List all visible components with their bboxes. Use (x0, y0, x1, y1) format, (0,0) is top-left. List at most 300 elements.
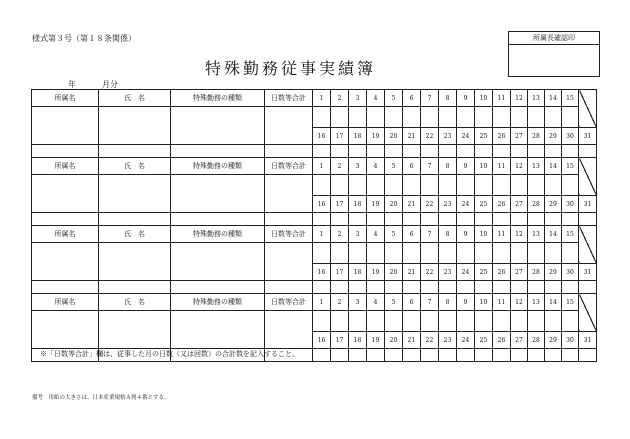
day-entry-cell[interactable] (385, 281, 403, 294)
name-header: 氏 名 (99, 226, 171, 243)
day-label: 31 (579, 128, 597, 145)
name-cell[interactable] (99, 243, 171, 281)
day-entry-cell[interactable] (457, 243, 475, 264)
day-entry-cell[interactable] (99, 281, 171, 294)
day-label: 2 (331, 294, 349, 311)
day-label: 16 (313, 264, 331, 281)
day-entry-cell[interactable] (579, 349, 597, 362)
day-entry-cell[interactable] (511, 145, 528, 158)
days-total-header: 日数等合計 (265, 90, 313, 107)
day-entry-cell[interactable] (403, 243, 421, 264)
day-label: 31 (579, 332, 597, 349)
day-label: 8 (439, 90, 457, 107)
day-entry-cell[interactable] (493, 349, 511, 362)
day-entry-cell[interactable] (313, 175, 331, 196)
day-entry-cell[interactable] (367, 243, 385, 264)
day-label: 19 (367, 332, 385, 349)
entry-row (32, 243, 597, 264)
day-label: 29 (545, 196, 562, 213)
entry-row (32, 213, 597, 226)
day-entry-cell[interactable] (421, 145, 439, 158)
day-entry-cell[interactable] (457, 281, 475, 294)
day-entry-cell[interactable] (331, 243, 349, 264)
day-label: 12 (511, 90, 528, 107)
day-label: 25 (475, 128, 493, 145)
day-entry-cell[interactable] (439, 281, 457, 294)
day-entry-cell[interactable] (528, 175, 545, 196)
day-entry-cell[interactable] (349, 349, 367, 362)
day-entry-cell[interactable] (528, 213, 545, 226)
days-total-header: 日数等合計 (265, 158, 313, 175)
day-label: 24 (457, 128, 475, 145)
day-entry-cell[interactable] (439, 145, 457, 158)
day-label: 9 (457, 294, 475, 311)
day-label: 11 (493, 158, 511, 175)
day-entry-cell[interactable] (545, 349, 562, 362)
name-header: 氏 名 (99, 90, 171, 107)
day-label: 1 (313, 90, 331, 107)
day-entry-cell[interactable] (493, 107, 511, 128)
form-number: 様式第３号（第１８条関係） (32, 34, 136, 43)
day-entry-cell[interactable] (511, 281, 528, 294)
day-label: 10 (475, 158, 493, 175)
day-label: 10 (475, 90, 493, 107)
day-entry-cell[interactable] (545, 145, 562, 158)
block-header-row (32, 294, 597, 311)
day-entry-cell[interactable] (403, 213, 421, 226)
name-cell[interactable] (99, 311, 171, 349)
days-total-cell[interactable] (265, 107, 313, 145)
day-label: 9 (457, 158, 475, 175)
day-entry-cell[interactable] (171, 145, 265, 158)
day-entry-cell[interactable] (349, 311, 367, 332)
day-entry-cell[interactable] (511, 213, 528, 226)
day-label: 13 (528, 226, 545, 243)
day-entry-cell[interactable] (403, 145, 421, 158)
day-entry-cell[interactable] (457, 213, 475, 226)
day-entry-cell[interactable] (265, 145, 313, 158)
duty-type-cell[interactable] (171, 107, 265, 145)
block-header-row (32, 158, 597, 175)
day-entry-cell[interactable] (349, 175, 367, 196)
approval-stamp-box (508, 31, 600, 77)
department-cell[interactable] (32, 311, 99, 349)
day-label: 9 (457, 226, 475, 243)
day-label: 26 (493, 196, 511, 213)
day-entry-cell[interactable] (562, 175, 579, 196)
duty-type-header: 特殊勤務の種類 (171, 90, 265, 107)
day-entry-cell[interactable] (457, 311, 475, 332)
day-label: 19 (367, 196, 385, 213)
day-entry-cell[interactable] (545, 107, 562, 128)
instruction-note: ※「日数等合計」欄は、従事した月の日数（又は回数）の合計数を記入すること。 (40, 350, 299, 358)
day-entry-cell[interactable] (528, 145, 545, 158)
day-label: 12 (511, 158, 528, 175)
day-entry-cell[interactable] (385, 349, 403, 362)
day-label: 19 (367, 128, 385, 145)
day-entry-cell[interactable] (385, 213, 403, 226)
days-total-header: 日数等合計 (265, 226, 313, 243)
day-label: 7 (421, 158, 439, 175)
day-entry-cell[interactable] (313, 281, 331, 294)
department-header: 所属名 (32, 90, 99, 107)
department-header: 所属名 (32, 226, 99, 243)
day-label: 17 (331, 196, 349, 213)
day-label: 3 (349, 294, 367, 311)
day-label: 5 (385, 90, 403, 107)
duty-type-header: 特殊勤務の種類 (171, 226, 265, 243)
day-entry-cell[interactable] (528, 281, 545, 294)
day-label: 29 (545, 128, 562, 145)
day-label: 20 (385, 264, 403, 281)
day-entry-cell[interactable] (511, 107, 528, 128)
day-label: 16 (313, 332, 331, 349)
day-label: 3 (349, 226, 367, 243)
day-entry-cell[interactable] (457, 145, 475, 158)
day-entry-cell[interactable] (265, 281, 313, 294)
page-title: 特殊勤務従事実績簿 (205, 59, 377, 78)
day-entry-cell[interactable] (367, 311, 385, 332)
day-entry-cell[interactable] (331, 107, 349, 128)
day-label: 20 (385, 128, 403, 145)
day-entry-cell[interactable] (265, 213, 313, 226)
day-entry-cell[interactable] (403, 107, 421, 128)
days-total-cell[interactable] (265, 311, 313, 349)
day-label: 23 (439, 264, 457, 281)
day-label: 6 (403, 226, 421, 243)
day-entry-cell[interactable] (457, 107, 475, 128)
day-label: 20 (385, 196, 403, 213)
day-entry-cell[interactable] (385, 311, 403, 332)
day-label: 5 (385, 158, 403, 175)
day-label: 6 (403, 90, 421, 107)
day-label: 30 (562, 332, 579, 349)
day-label: 10 (475, 226, 493, 243)
day-entry-cell[interactable] (511, 175, 528, 196)
day-entry-cell[interactable] (457, 175, 475, 196)
day-entry-cell[interactable] (403, 175, 421, 196)
day-entry-cell[interactable] (313, 213, 331, 226)
days-total-header: 日数等合計 (265, 294, 313, 311)
day-entry-cell[interactable] (367, 213, 385, 226)
day-entry-cell[interactable] (331, 349, 349, 362)
day-entry-cell[interactable] (528, 349, 545, 362)
day-label: 23 (439, 196, 457, 213)
entry-row (32, 311, 597, 332)
day-entry-cell[interactable] (403, 349, 421, 362)
day-entry-cell[interactable] (313, 349, 331, 362)
day-entry-cell[interactable] (562, 281, 579, 294)
day-entry-cell[interactable] (32, 213, 99, 226)
day-entry-cell[interactable] (421, 311, 439, 332)
day-label: 7 (421, 294, 439, 311)
day-entry-cell[interactable] (331, 311, 349, 332)
day-entry-cell[interactable] (562, 145, 579, 158)
day-label: 13 (528, 90, 545, 107)
day-label: 4 (367, 226, 385, 243)
day-label: 12 (511, 294, 528, 311)
day-label: 26 (493, 264, 511, 281)
day-label: 21 (403, 264, 421, 281)
entry-row (32, 145, 597, 158)
day-entry-cell[interactable] (562, 311, 579, 332)
day-label: 14 (545, 294, 562, 311)
day-entry-cell[interactable] (493, 243, 511, 264)
day-label: 4 (367, 158, 385, 175)
day-entry-cell[interactable] (457, 349, 475, 362)
day-entry-cell[interactable] (493, 281, 511, 294)
duty-type-header: 特殊勤務の種類 (171, 294, 265, 311)
days-total-cell[interactable] (265, 243, 313, 281)
day-entry-cell[interactable] (99, 145, 171, 158)
day-entry-cell[interactable] (475, 311, 493, 332)
day-label: 26 (493, 128, 511, 145)
day-label: 29 (545, 264, 562, 281)
day-entry-cell[interactable] (32, 281, 99, 294)
day-label: 8 (439, 226, 457, 243)
duty-type-cell[interactable] (171, 243, 265, 281)
day-label: 25 (475, 264, 493, 281)
record-table (31, 89, 597, 362)
days-total-cell[interactable] (265, 175, 313, 213)
day-entry-cell[interactable] (439, 243, 457, 264)
day-entry-cell[interactable] (313, 311, 331, 332)
day-entry-cell[interactable] (385, 243, 403, 264)
day-label: 22 (421, 196, 439, 213)
day-label: 19 (367, 264, 385, 281)
day-label: 11 (493, 226, 511, 243)
day-entry-cell[interactable] (349, 107, 367, 128)
day-entry-cell[interactable] (439, 349, 457, 362)
day-label: 22 (421, 264, 439, 281)
day-entry-cell[interactable] (421, 349, 439, 362)
month-label: 月分 (102, 80, 118, 89)
day-label: 17 (331, 264, 349, 281)
day-label: 15 (562, 158, 579, 175)
day-label: 21 (403, 332, 421, 349)
day-label: 30 (562, 264, 579, 281)
day-entry-cell[interactable] (493, 311, 511, 332)
day-entry-cell[interactable] (385, 107, 403, 128)
day-entry-cell[interactable] (331, 281, 349, 294)
day-entry-cell[interactable] (331, 145, 349, 158)
day-entry-cell[interactable] (367, 107, 385, 128)
day-entry-cell[interactable] (511, 311, 528, 332)
day-entry-cell[interactable] (439, 213, 457, 226)
day-label: 24 (457, 196, 475, 213)
day-entry-cell[interactable] (313, 243, 331, 264)
day-label: 2 (331, 158, 349, 175)
name-header: 氏 名 (99, 158, 171, 175)
day-label: 21 (403, 128, 421, 145)
day-entry-cell[interactable] (545, 243, 562, 264)
day-label: 8 (439, 294, 457, 311)
day-label: 27 (511, 332, 528, 349)
day-label: 13 (528, 294, 545, 311)
day-entry-cell[interactable] (99, 213, 171, 226)
day-label: 13 (528, 158, 545, 175)
day-entry-cell[interactable] (349, 213, 367, 226)
day-label: 24 (457, 264, 475, 281)
day-label: 1 (313, 294, 331, 311)
entry-row (32, 175, 597, 196)
day-label: 31 (579, 196, 597, 213)
day-entry-cell[interactable] (545, 213, 562, 226)
year-label: 年 (68, 80, 76, 89)
day-entry-cell[interactable] (579, 145, 597, 158)
day-label: 3 (349, 90, 367, 107)
day-entry-cell[interactable] (511, 243, 528, 264)
day-label: 27 (511, 128, 528, 145)
day-entry-cell[interactable] (32, 145, 99, 158)
day-entry-cell[interactable] (493, 213, 511, 226)
day-label: 15 (562, 90, 579, 107)
day-entry-cell[interactable] (331, 175, 349, 196)
day-entry-cell[interactable] (367, 349, 385, 362)
name-header: 氏 名 (99, 294, 171, 311)
day-entry-cell[interactable] (475, 213, 493, 226)
day-entry-cell[interactable] (421, 107, 439, 128)
day-entry-cell[interactable] (475, 243, 493, 264)
remark: 備考 用紙の大きさは、日本産業規格Ａ列４番とする。 (32, 395, 170, 401)
day-label: 28 (528, 196, 545, 213)
entry-row (32, 281, 597, 294)
day-label: 29 (545, 332, 562, 349)
day-label: 26 (493, 332, 511, 349)
day-entry-cell[interactable] (313, 145, 331, 158)
day-entry-cell[interactable] (349, 281, 367, 294)
day-label: 18 (349, 264, 367, 281)
day-entry-cell[interactable] (562, 107, 579, 128)
day-label: 18 (349, 332, 367, 349)
department-cell[interactable] (32, 107, 99, 145)
day-label: 23 (439, 128, 457, 145)
day-label: 12 (511, 226, 528, 243)
day-label: 10 (475, 294, 493, 311)
day-label: 18 (349, 196, 367, 213)
day-label: 1 (313, 158, 331, 175)
day-entry-cell[interactable] (421, 213, 439, 226)
day-entry-cell[interactable] (475, 107, 493, 128)
day-entry-cell[interactable] (562, 349, 579, 362)
day-entry-cell[interactable] (545, 311, 562, 332)
day-label: 11 (493, 294, 511, 311)
day-entry-cell[interactable] (579, 213, 597, 226)
day-label: 17 (331, 128, 349, 145)
day-entry-cell[interactable] (545, 175, 562, 196)
day-entry-cell[interactable] (475, 175, 493, 196)
day-entry-cell[interactable] (385, 145, 403, 158)
day-label: 21 (403, 196, 421, 213)
day-label: 28 (528, 264, 545, 281)
day-label: 6 (403, 294, 421, 311)
day-label: 27 (511, 196, 528, 213)
day-entry-cell[interactable] (475, 349, 493, 362)
duty-type-cell[interactable] (171, 311, 265, 349)
stamp-box-label: 所属長確認印 (509, 32, 599, 45)
duty-type-header: 特殊勤務の種類 (171, 158, 265, 175)
day-label: 30 (562, 196, 579, 213)
day-label: 11 (493, 90, 511, 107)
diagonal-cell (579, 90, 597, 128)
day-entry-cell[interactable] (475, 145, 493, 158)
day-label: 30 (562, 128, 579, 145)
day-label: 8 (439, 158, 457, 175)
diagonal-cell (579, 294, 597, 332)
day-entry-cell[interactable] (439, 175, 457, 196)
day-label: 31 (579, 264, 597, 281)
day-entry-cell[interactable] (511, 349, 528, 362)
department-cell[interactable] (32, 243, 99, 281)
day-label: 1 (313, 226, 331, 243)
department-header: 所属名 (32, 294, 99, 311)
day-entry-cell[interactable] (349, 145, 367, 158)
day-entry-cell[interactable] (528, 311, 545, 332)
day-entry-cell[interactable] (313, 107, 331, 128)
duty-type-cell[interactable] (171, 175, 265, 213)
day-entry-cell[interactable] (421, 175, 439, 196)
block-header-row (32, 90, 597, 107)
day-label: 2 (331, 90, 349, 107)
diagonal-cell (579, 158, 597, 196)
day-entry-cell[interactable] (367, 145, 385, 158)
day-entry-cell[interactable] (367, 175, 385, 196)
day-entry-cell[interactable] (562, 213, 579, 226)
day-label: 20 (385, 332, 403, 349)
day-label: 28 (528, 332, 545, 349)
day-label: 28 (528, 128, 545, 145)
day-entry-cell[interactable] (439, 311, 457, 332)
day-entry-cell[interactable] (403, 311, 421, 332)
day-entry-cell[interactable] (579, 281, 597, 294)
day-label: 14 (545, 90, 562, 107)
day-label: 23 (439, 332, 457, 349)
day-entry-cell[interactable] (385, 175, 403, 196)
day-entry-cell[interactable] (349, 243, 367, 264)
name-cell[interactable] (99, 107, 171, 145)
day-entry-cell[interactable] (403, 281, 421, 294)
day-entry-cell[interactable] (421, 281, 439, 294)
day-entry-cell[interactable] (421, 243, 439, 264)
day-entry-cell[interactable] (439, 107, 457, 128)
day-label: 18 (349, 128, 367, 145)
day-entry-cell[interactable] (493, 145, 511, 158)
day-label: 15 (562, 226, 579, 243)
day-label: 6 (403, 158, 421, 175)
day-entry-cell[interactable] (562, 243, 579, 264)
day-entry-cell[interactable] (493, 175, 511, 196)
day-label: 2 (331, 226, 349, 243)
day-entry-cell[interactable] (171, 213, 265, 226)
department-header: 所属名 (32, 158, 99, 175)
name-cell[interactable] (99, 175, 171, 213)
day-entry-cell[interactable] (528, 107, 545, 128)
day-label: 22 (421, 332, 439, 349)
day-label: 9 (457, 90, 475, 107)
day-entry-cell[interactable] (528, 243, 545, 264)
day-label: 22 (421, 128, 439, 145)
day-label: 5 (385, 294, 403, 311)
day-entry-cell[interactable] (171, 281, 265, 294)
day-entry-cell[interactable] (545, 281, 562, 294)
day-entry-cell[interactable] (331, 213, 349, 226)
day-label: 7 (421, 226, 439, 243)
department-cell[interactable] (32, 175, 99, 213)
day-entry-cell[interactable] (367, 281, 385, 294)
day-entry-cell[interactable] (475, 281, 493, 294)
day-label: 14 (545, 226, 562, 243)
day-label: 24 (457, 332, 475, 349)
